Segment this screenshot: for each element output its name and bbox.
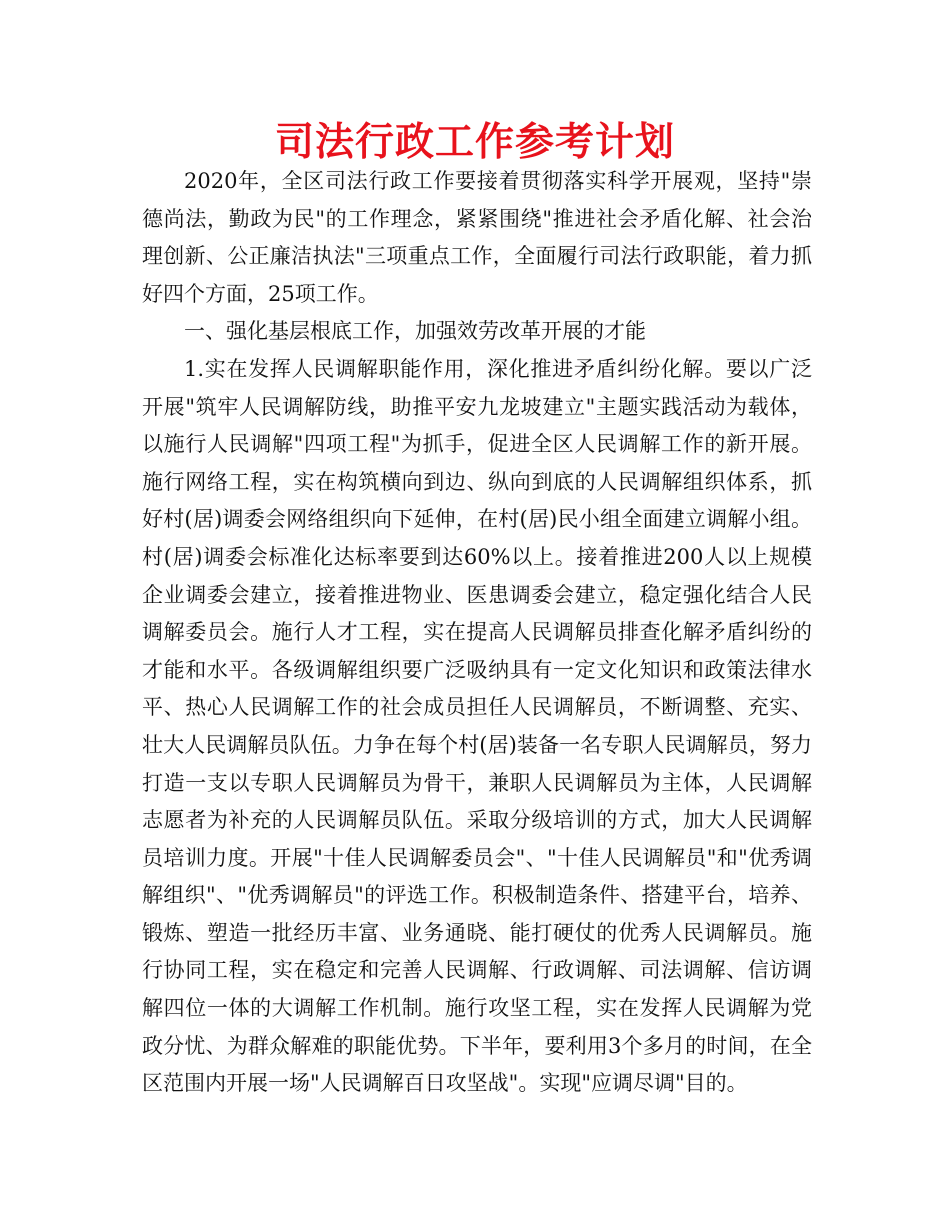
intro-paragraph: 2020年，全区司法行政工作要接着贯彻落实科学开展观，坚持"崇德尚法，勤政为民"的工作理念，紧紧围绕"推进社会矛盾化解、社会治理创新、公正廉洁执法"三项重点工作，全面履行司法行政职能，着力抓好四个方面，25项工作。	[142, 169, 812, 306]
section-heading: 一、强化基层根底工作，加强效劳改革开展的才能	[184, 319, 646, 344]
document-body	[142, 163, 812, 1103]
item-paragraph: 1.实在发挥人民调解职能作用，深化推进矛盾纠纷化解。要以广泛开展"筑牢人民调解防线，助推平安九龙坡建立"主题实践活动为载体，以施行人民调解"四项工程"为抓手，促进全区人民调解工作的新开展。施行网络工程，实在构筑横向到边、纵向到底的人民调解组织体系，抓好村(居)调委会网络组织向下延伸，在村(居)民小组全面建立调解小组。村(居)调委会标准化达标率要到达60%以上。接着推进200人以上规模企业调委会建立，接着推进物业、医患调委会建立，稳定强化结合人民调解委员会。施行人才工程，实在提高人民调解员排查化解矛盾纠纷的才能和水平。各级调解组织要广泛吸纳具有一定文化知识和政策法律水平、热心人民调解工作的社会成员担任人民调解员，不断调整、充实、壮大人民调解员队伍。力争在每个村(居)装备一名专职人民调解员，努力打造一支以专职人民调解员为骨干，兼职人民调解员为主体，人民调解志愿者为补充的人民调解员队伍。采取分级培训的方式，加大人民调解员培训力度。开展"十佳人民调解委员会"、"十佳人民调解员"和"优秀调解组织"、"优秀调解员"的评选工作。积极制造条件、搭建平台，培养、锻炼、塑造一批经历丰富、业务通晓、能打硬仗的优秀人民调解员。施行协同工程，实在稳定和完善人民调解、行政调解、司法调解、信访调解四位一体的大调解工作机制。施行攻坚工程，实在发挥人民调解为党政分忧、为群众解难的职能优势。下半年，要利用3个多月的时间，在全区范围内开展一场"人民调解百日攻坚战"。实现"应调尽调"目的。	[142, 356, 812, 1096]
document-title: 司法行政工作参考计划	[274, 120, 675, 165]
